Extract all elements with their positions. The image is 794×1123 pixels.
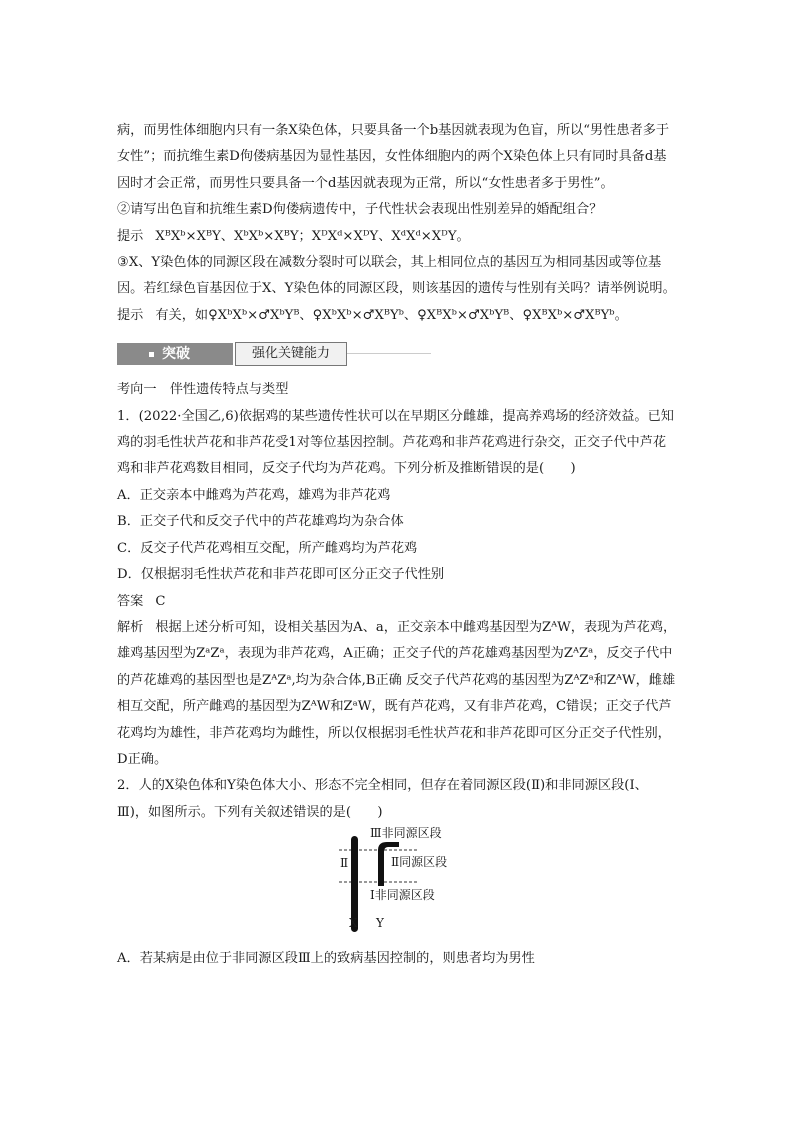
hint-label: 提示 [117,228,144,244]
question-1-answer [117,589,677,615]
paragraph-continuation: 病，而男性体细胞内只有一条X染色体，只要具备一个b基因就表现为色盲，所以“男性患者多于女性”；而抗维生素D佝偻病基因为显性基因，女性体细胞内的两个X染色体上只有同时具备d基因时才会正常，而男性只要具备一个d基因就表现为正常，所以“女性患者多于男性”。 [117,123,670,191]
banner-divider [347,353,431,354]
hint-2 [117,303,677,329]
hint-label: 提示 [117,307,144,323]
label-region-ii-right: Ⅱ同源区段 [391,855,448,870]
question-2-option-a: A．若某病是由位于非同源区段Ⅲ上的致病基因控制的，则患者均为男性 [117,951,535,967]
hint-2-text: 有关，如♀XᵇXᵇ×♂XᵇYᴮ、♀XᵇXᵇ×♂XᴮYᵇ、♀XᴮXᵇ×♂XᵇYᴮ、♀XᴮXᵇ×♂XᴮYᵇ。 [155,307,628,323]
question-1-option-d: D．仅根据羽毛性状芦花和非芦花即可区分正交子代性别 [117,567,445,583]
section-banner [117,339,677,369]
label-region-ii-left: Ⅱ [340,856,349,871]
analysis-label: 解析 [117,619,144,635]
section-title: 考向一 伴性遗传特点与类型 [117,382,289,398]
answer-value: C [155,593,166,609]
question-1-option-b: B．正交子代和反交子代中的芦花雄鸡均为杂合体 [117,514,404,530]
square-icon [149,352,154,357]
question-1-option-a: A．正交亲本中雌鸡为芦花鸡，雄鸡为非芦花鸡 [117,487,391,503]
question-1-option-c: C．反交子代芦花鸡相互交配，所产雌鸡均为芦花鸡 [117,540,418,556]
chromosome-figure [117,826,677,946]
banner-subtitle: 强化关键能力 [235,342,347,366]
label-region-iii: Ⅲ非同源区段 [370,826,442,841]
question-3-prompt: ③X、Y染色体的同源区段在减数分裂时可以联会，其上相同位点的基因互为相同基因或等位基因。若红绿色盲基因位于X、Y染色体的同源区段，则该基因的遗传与性别有关吗？请举例说明。 [117,255,676,297]
hint-1-text: XᴮXᵇ×XᴮY、XᵇXᵇ×XᴮY；XᴰXᵈ×XᴰY、XᵈXᵈ×XᴰY。 [155,228,470,244]
answer-label: 答案 [117,593,144,609]
hint-1 [117,224,677,250]
banner-tag-text: 突破 [162,346,190,363]
question-2-prompt: ②请写出色盲和抗维生素D佝偻病遗传中，子代性状会表现出性别差异的婚配组合？ [117,202,603,218]
label-region-i: Ⅰ非同源区段 [370,888,435,903]
chromosome-diagram [117,826,677,946]
page-content [117,118,677,973]
question-1-analysis [117,615,677,773]
banner-tag [117,343,233,365]
question-2-stem: 2．人的X染色体和Y染色体大小、形态不完全相同，但存在着同源区段(Ⅱ)和非同源区段(Ⅰ、Ⅲ)，如图所示。下列有关叙述错误的是( ) [117,778,648,820]
label-x: X [349,916,358,931]
analysis-text: 根据上述分析可知，设相关基因为A、a，正交亲本中雌鸡基因型为ZᴬW，表现为芦花鸡，雄鸡基因型为ZᵃZᵃ，表现为非芦花鸡，A正确；正交子代的芦花雄鸡基因型为ZᴬZᵃ，反交子代中的芦花雄鸡的基因型也是ZᴬZᵃ,均为杂合体,B正确 反交子代芦花鸡的基因型为ZᴬZᵃ和ZᴬW，雌雄相互交配，所产雌鸡的基因型为ZᴬW和ZᵃW，既有芦花鸡，又有非芦花鸡，C错误；正交子代芦花鸡均为雄性，非芦花鸡均为雌性，所以仅根据羽毛性状芦花和非芦花即可区分正交子代性别，D正确。 [117,619,677,767]
label-y: Y [376,916,384,931]
question-1-stem: 1．(2022·全国乙,6)依据鸡的某些遗传性状可以在早期区分雌雄，提高养鸡场的经济效益。已知鸡的羽毛性状芦花和非芦花受1对等位基因控制。芦花鸡和非芦花鸡进行杂交，正交子代中芦花鸡和非芦花鸡数目相同，反交子代均为芦花鸡。下列分析及推断错误的是( ) [117,408,674,477]
